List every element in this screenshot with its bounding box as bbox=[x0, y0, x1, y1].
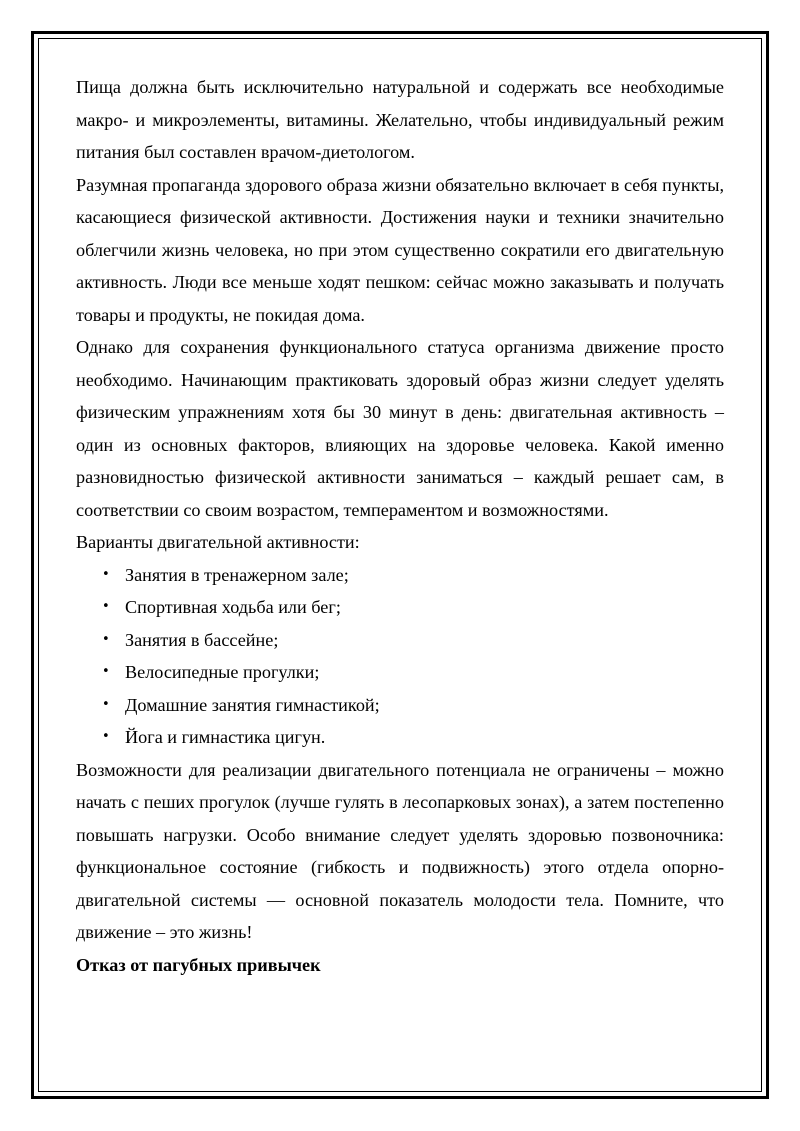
list-item-text: Велосипедные прогулки; bbox=[125, 662, 320, 682]
bullet-icon: • bbox=[102, 599, 110, 614]
list-item-text: Занятия в бассейне; bbox=[125, 629, 279, 650]
list-item bbox=[76, 591, 724, 624]
bullet-icon: • bbox=[102, 729, 110, 744]
document-body bbox=[76, 71, 724, 981]
paragraph-physical-activity: Разумная пропаганда здорового образа жизни обязательно включает в себя пункты, касающиеся физической активности. Достижения науки и техники значительно облегчили жизнь человека, но при этом существенно сократили его двигательную активность. Люди все меньше ходят пешком: сейчас можно заказывать и получать товары и продукты, не покидая дома. bbox=[76, 174, 724, 325]
list-item-text: Занятия в тренажерном зале; bbox=[125, 564, 349, 585]
list-item bbox=[76, 624, 724, 657]
paragraph-movement-necessity: Однако для сохранения функционального статуса организма движение просто необходимо. Начинающим практиковать здоровый образ жизни следует уделять физическим упражнениям хотя бы 30 минут в день: двигательная активность – один из основных факторов, влияющих на здоровье человека. Какой именно разновидностью физической активности заниматься – каждый решает сам, в соответствии со своим возрастом, темпераментом и возможностями. bbox=[76, 337, 724, 520]
paragraph-movement-potential: Возможности для реализации двигательного потенциала не ограничены – можно начать с пеших прогулок (лучше гулять в лесопарковых зонах), а затем постепенно повышать нагрузки. Особо внимание следует уделять здоровью позвоночника: функциональное состояние (гибкость и подвижность) этого отдела опорно-двигательной системы — основной показатель молодости тела. Помните, что движение – это жизнь! bbox=[76, 759, 724, 942]
list-item-text: Спортивная ходьба или бег; bbox=[125, 597, 341, 617]
bullet-icon: • bbox=[102, 631, 110, 647]
paragraph-nutrition: Пища должна быть исключительно натуральной и содержать все необходимые макро- и микроэлементы, витамины. Желательно, чтобы индивидуальный режим питания был составлен врачом-диетологом. bbox=[76, 77, 724, 162]
bullet-icon: • bbox=[102, 566, 110, 582]
list-item bbox=[76, 721, 724, 754]
list-item bbox=[76, 559, 724, 592]
section-heading: Отказ от пагубных привычек bbox=[76, 954, 321, 975]
bullet-icon: • bbox=[102, 696, 110, 712]
list-item bbox=[76, 656, 724, 689]
activity-list bbox=[76, 559, 724, 754]
list-item-text: Йога и гимнастика цигун. bbox=[125, 727, 326, 747]
list-item bbox=[76, 689, 724, 722]
bullet-icon: • bbox=[102, 664, 110, 679]
paragraph-activity-options-intro: Варианты двигательной активности: bbox=[76, 532, 360, 552]
list-item-text: Домашние занятия гимнастикой; bbox=[125, 694, 380, 715]
